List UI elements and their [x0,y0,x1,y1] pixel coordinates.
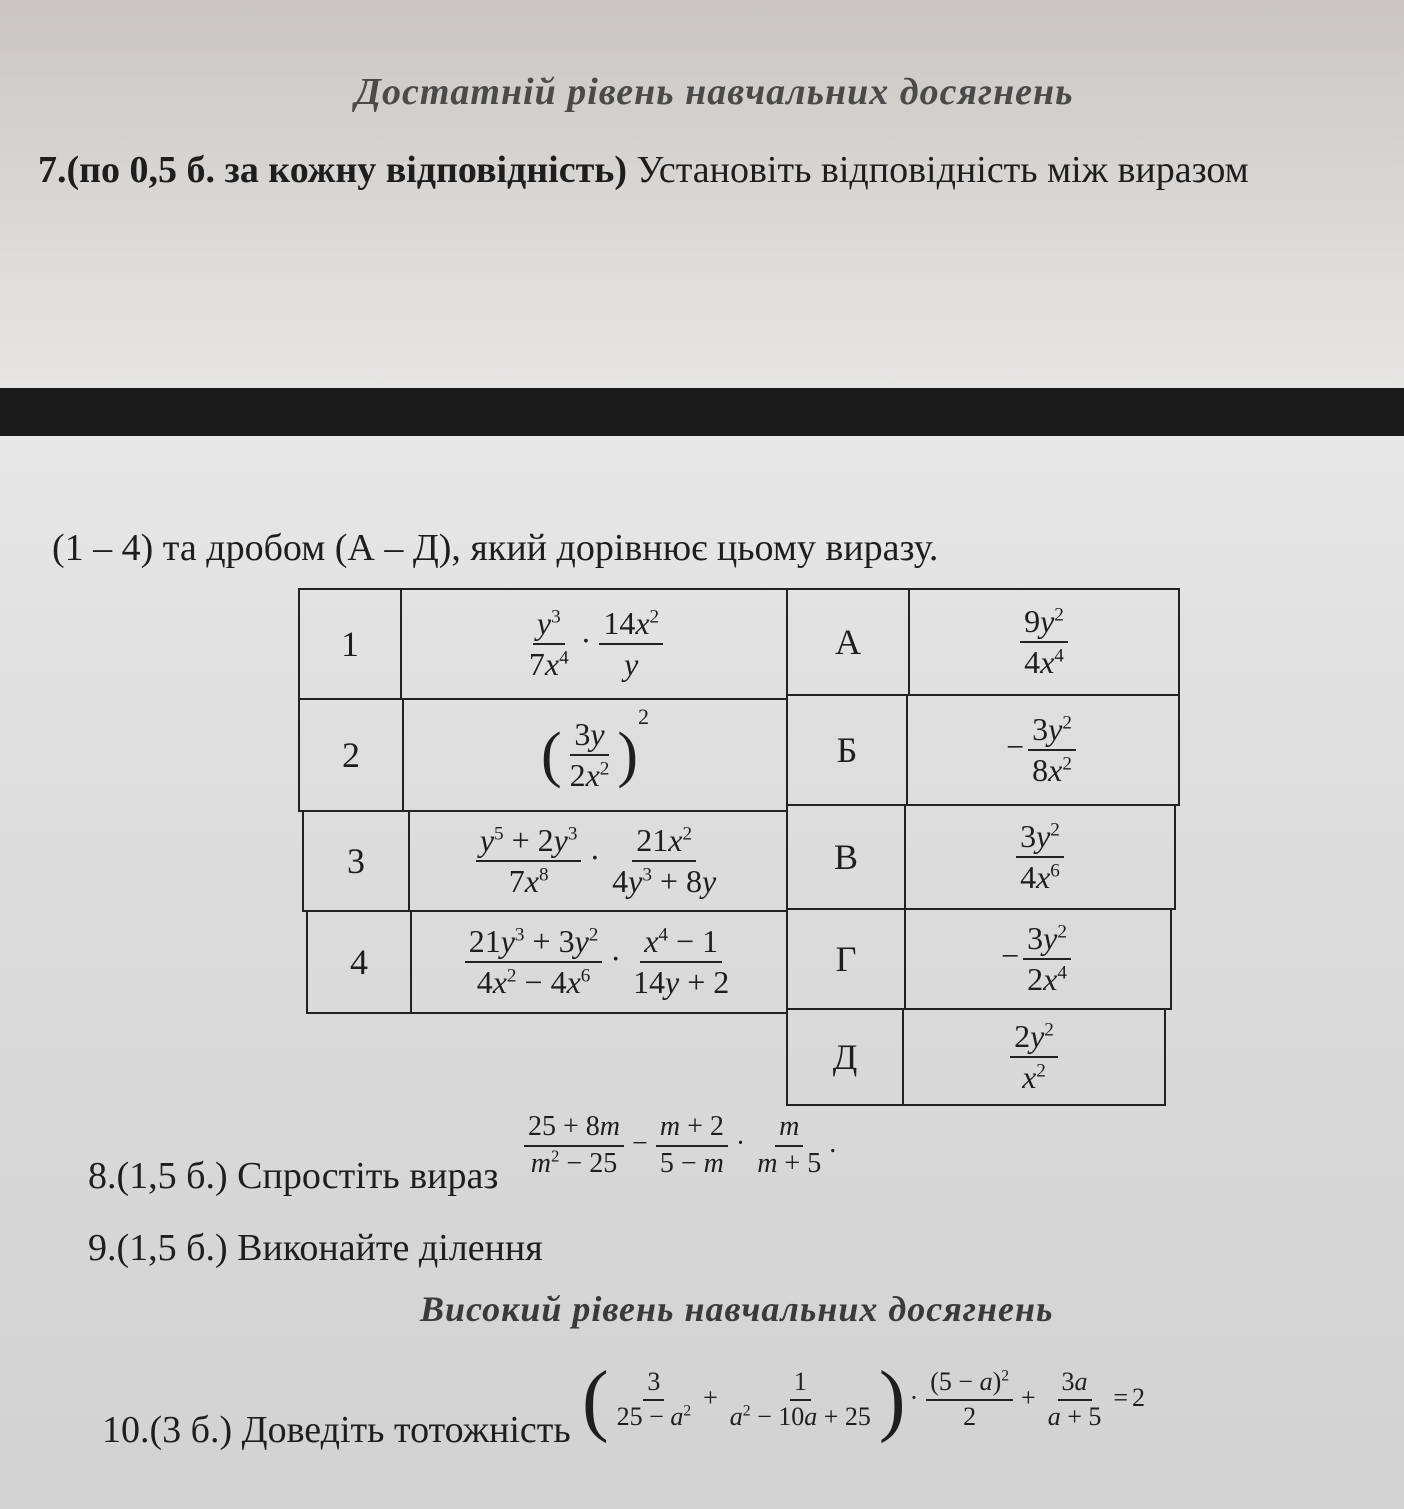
row-number-2: 2 [298,698,404,812]
expression-1: $\frac{y^3}{7x^4}$ · $\frac{14x^2}{y}$ [400,588,788,700]
answer-b: − $\frac{3y^2}{8x^2}$ [906,694,1180,806]
black-band [0,388,1404,436]
row-number-1: 1 [298,588,402,700]
answer-letter-g: Г [786,908,906,1010]
task9-label: 9.(1,5 б.) Виконайте ділення [88,1227,543,1269]
row-number-4: 4 [306,910,412,1014]
task10-expression: ( $\frac{3}{25 - a^2}$ + $\frac{1}{a^2 - 10a + 25}$ ) · $\frac{(5 - a)^2}{2}$ + $\frac{3a}{a + 5}$ = 2 [582,1356,1146,1444]
task7-text-line2: (1 – 4) та дробом (А – Д), який дорівнює цьому виразу. [52,527,939,569]
answer-letter-a: А [786,588,910,696]
heading-sufficient-level: Достатній рівень навчальних досягнень [355,71,1074,113]
expression-4: $\frac{21y^3 + 3y^2}{4x^2 - 4x^6}$ · $\frac{x^4 - 1}{14y + 2}$ [410,910,788,1014]
expression-2: ( $\frac{3y}{2x^2}$ )$^2$ [402,698,788,812]
answer-letter-v: В [786,804,906,910]
heading-high-level: Високий рівень навчальних досягнень [420,1289,1054,1329]
task7-points: (по 0,5 б. за кожну відповідність) [66,149,627,191]
answer-letter-d: Д [786,1008,904,1106]
answer-g: − $\frac{3y^2}{2x^4}$ [904,908,1172,1010]
task8-expression: $\frac{25 + 8m}{m^2 - 25}$ − $\frac{m + 2}{5 - m}$ · $\frac{m}{m + 5}$ . [520,1112,836,1180]
answer-d: $\frac{2y^2}{x^2}$ [902,1008,1166,1106]
expression-3: $\frac{y^5 + 2y^3}{7x^8}$ · $\frac{21x^2}{4y^3 + 8y}$ [408,810,788,912]
answer-a: $\frac{9y^2}{4x^4}$ [908,588,1180,696]
answer-v: $\frac{3y^2}{4x^6}$ [904,804,1176,910]
row-number-3: 3 [302,810,410,912]
task7-text-line1: Установіть відповідність між виразом [636,149,1249,191]
task7-line1 [38,148,1249,192]
task8-label: 8.(1,5 б.) Спростіть вираз [88,1155,499,1197]
task10-label: 10.(3 б.) Доведіть тотожність [102,1409,571,1451]
answer-letter-b: Б [786,694,908,806]
task7-number: 7. [38,149,67,191]
